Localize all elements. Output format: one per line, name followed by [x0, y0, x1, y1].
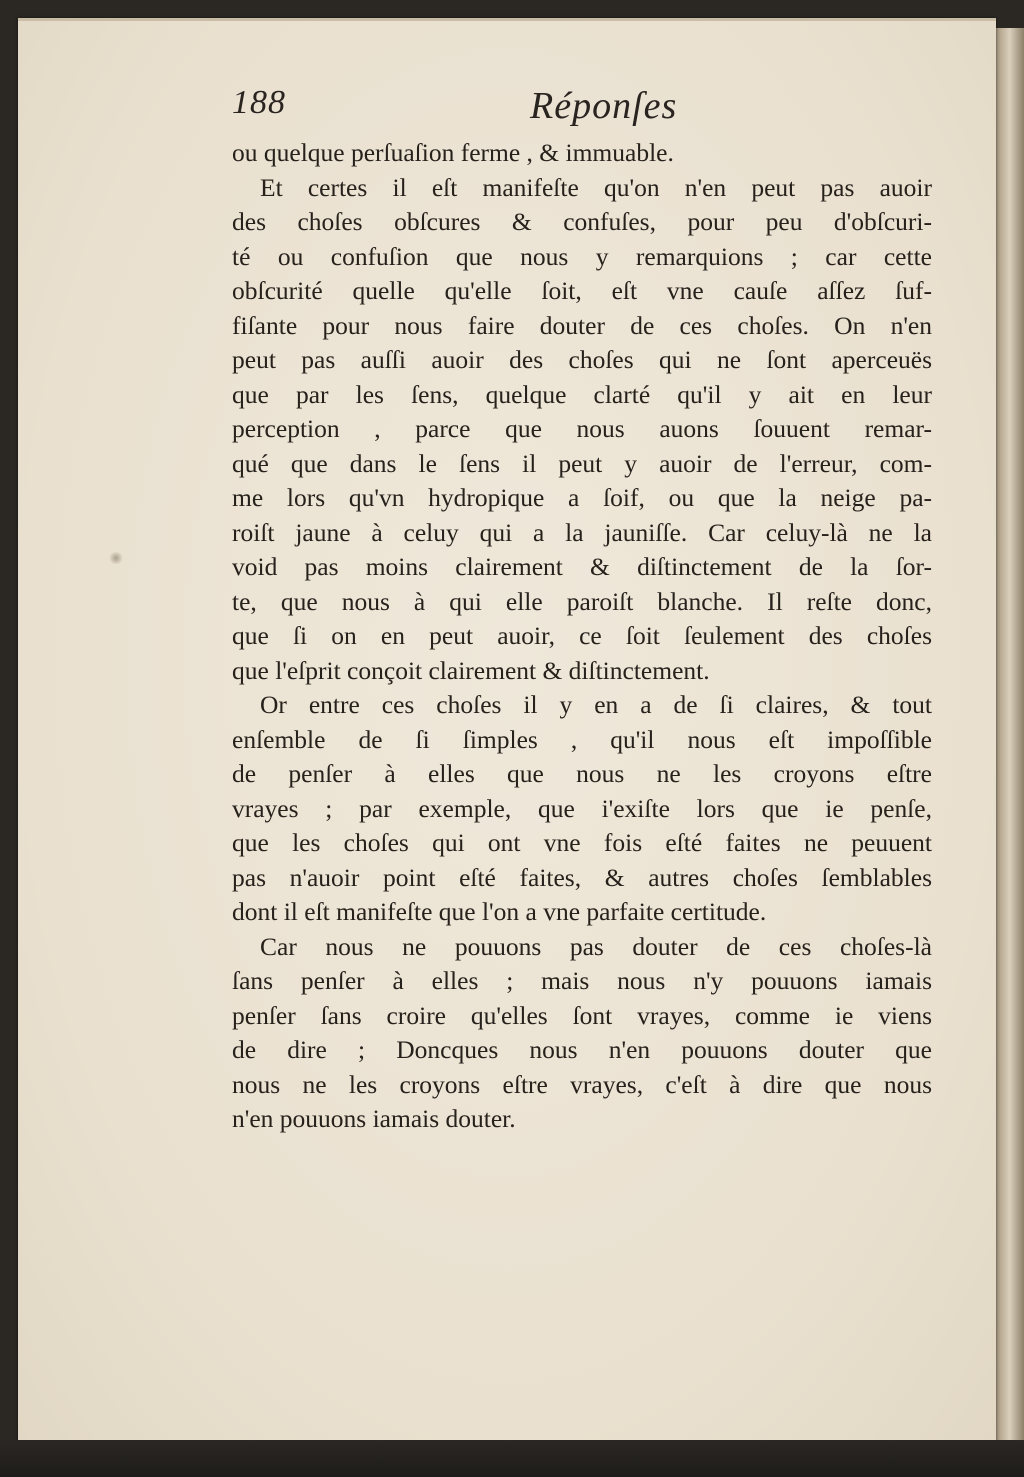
text-line: que l'eſprit conçoit clairement & diſtinctement. — [232, 655, 710, 685]
text-line: nous ne les croyons eſtre vrayes, c'eſt à dire que nous — [232, 1069, 932, 1099]
text-line: ſans penſer à elles ; mais nous n'y pouuons iamais — [232, 966, 932, 995]
paragraph — [232, 136, 932, 171]
text-line: penſer ſans croire qu'elles ſont vrayes, comme ie viens — [232, 1000, 932, 1030]
paper-stain — [108, 552, 124, 564]
text-line: enſemble de ſi ſimples , qu'il nous eſt impoſſible — [232, 724, 932, 754]
text-line: Et certes il eſt manifeſte qu'on n'en peut pas auoir — [260, 172, 932, 202]
paragraph — [232, 688, 932, 930]
text-line: té ou confuſion que nous y remarquions ; car cette — [232, 241, 932, 271]
text-line: peut pas auſſi auoir des choſes qui ne ſont aperceuës — [232, 345, 932, 374]
text-line: Car nous ne pouuons pas douter de ces choſes-là — [260, 931, 932, 961]
text-line: n'en pouuons iamais douter. — [232, 1104, 516, 1133]
text-line: vrayes ; par exemple, que i'exiſte lors que ie penſe, — [232, 793, 932, 823]
text-line: Or entre ces choſes il y en a de ſi claires, & tout — [260, 690, 932, 719]
running-title: Réponſes — [530, 85, 678, 127]
text-line: que ſi on en peut auoir, ce ſoit ſeulement des choſes — [232, 621, 932, 650]
paragraph — [232, 930, 932, 1137]
top-edge — [18, 18, 996, 21]
page-number: 188 — [232, 84, 286, 121]
text-line: me lors qu'vn hydropique a ſoif, ou que la neige pa- — [232, 483, 932, 512]
text-line: fiſante pour nous faire douter de ces choſes. On n'en — [232, 310, 932, 340]
text-line: des choſes obſcures & confuſes, pour peu d'obſcuri- — [232, 207, 932, 236]
text-line: pas n'auoir point eſté faites, & autres choſes ſemblables — [232, 862, 932, 892]
text-line: ou quelque perſuaſion ferme , & immuable. — [232, 138, 674, 167]
text-line: perception , parce que nous auons ſouuent remar- — [232, 414, 932, 443]
text-line: qué que dans le ſens il peut y auoir de l'erreur, com- — [232, 448, 932, 478]
text-line: te, que nous à qui elle paroiſt blanche. Il reſte donc, — [232, 586, 932, 616]
text-line: void pas moins clairement & diſtinctement de la ſor- — [232, 552, 932, 581]
text-line: obſcurité quelle qu'elle ſoit, eſt vne cauſe aſſez ſuf- — [232, 276, 932, 305]
text-line: de penſer à elles que nous ne les croyons eſtre — [232, 759, 932, 788]
page-header — [232, 84, 932, 134]
scan-background — [0, 1440, 1024, 1477]
paragraph — [232, 171, 932, 689]
text-line: roiſt jaune à celuy qui a la jauniſſe. Car celuy-là ne la — [232, 517, 932, 547]
text-line: de dire ; Doncques nous n'en pouuons douter que — [232, 1035, 932, 1064]
text-line: que les choſes qui ont vne fois eſté faites ne peuuent — [232, 828, 932, 857]
body-text — [232, 136, 932, 1137]
text-line: que par les ſens, quelque clarté qu'il y ait en leur — [232, 379, 932, 409]
text-line: dont il eſt manifeſte que l'on a vne parfaite certitude. — [232, 897, 767, 926]
